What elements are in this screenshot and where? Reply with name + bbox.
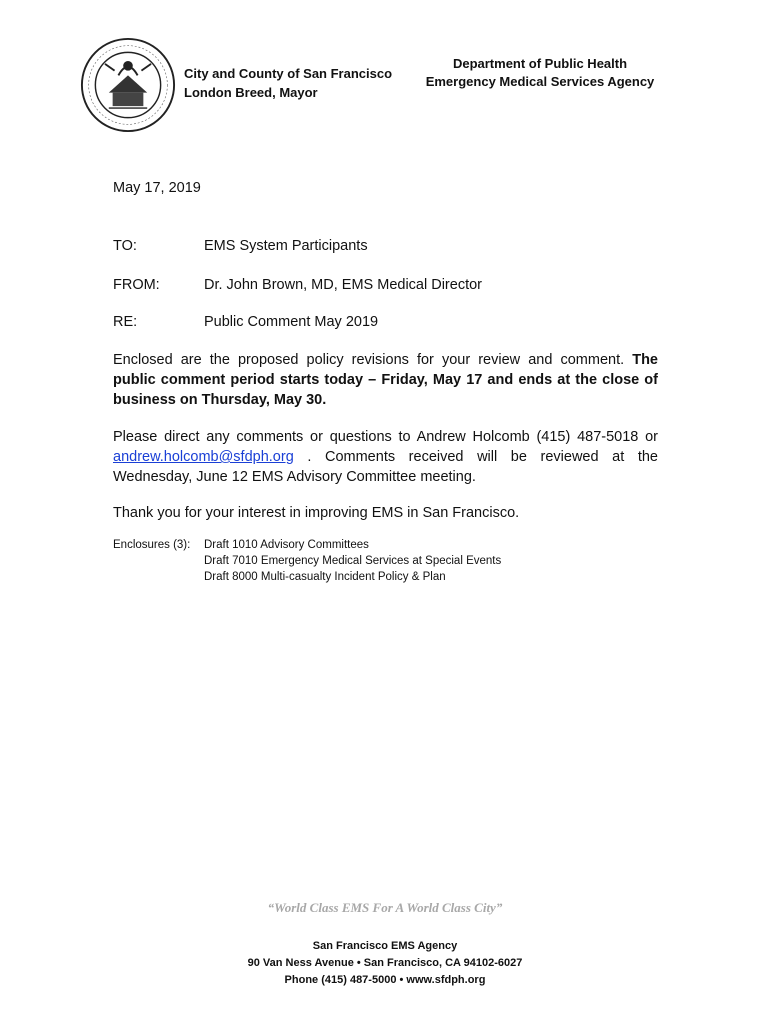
paragraph-review (113, 350, 658, 410)
enclosures-list (204, 537, 501, 585)
to-value: EMS System Participants (204, 238, 368, 254)
enclosure-item: Draft 1010 Advisory Committees (204, 539, 369, 551)
re-value: Public Comment May 2019 (204, 314, 379, 330)
enclosure-item: Draft 7010 Emergency Medical Services at Special Events (204, 555, 502, 567)
from-label: FROM: (113, 277, 160, 293)
mayor-name: London Breed, Mayor (184, 85, 318, 100)
motto: “World Class EMS For A World Class City” (267, 900, 503, 915)
email-link[interactable]: andrew.holcomb@sfdph.org (113, 449, 294, 465)
enclosures-label: Enclosures (3): (113, 539, 191, 551)
city-name: City and County of San Francisco (184, 66, 393, 81)
enclosure-item: Draft 8000 Multi-casualty Incident Policy & Plan (204, 571, 446, 583)
comment-period-text: The public comment period starts today – Friday, May 17 and ends at the close of business on Thursday, May 30. (113, 352, 658, 408)
footer (0, 938, 770, 989)
letter-date: May 17, 2019 (113, 180, 201, 196)
city-seal-icon (80, 37, 176, 133)
meeting-text: . Comments received will be reviewed at the Wednesday, June 12 EMS Advisory Committee meeting. (113, 449, 658, 485)
agency-name: Emergency Medical Services Agency (425, 74, 655, 89)
footer-agency: San Francisco EMS Agency (312, 940, 458, 952)
from-value: Dr. John Brown, MD, EMS Medical Director (204, 277, 482, 293)
footer-address: 90 Van Ness Avenue • San Francisco, CA 94102-6027 (247, 957, 523, 969)
letterhead-right (400, 55, 680, 91)
to-label: TO: (113, 238, 137, 254)
paragraph-thanks: Thank you for your interest in improving EMS in San Francisco. (113, 505, 520, 521)
letterhead-left (184, 64, 392, 102)
paragraph-review-text: Enclosed are the proposed policy revisions for your review and comment. (113, 352, 633, 368)
footer-contact: Phone (415) 487-5000 • www.sfdph.org (284, 974, 486, 986)
re-label: RE: (113, 314, 138, 330)
department-name: Department of Public Health (452, 56, 628, 71)
contact-text: Please direct any comments or questions to Andrew Holcomb (415) 487-5018 or (113, 429, 658, 445)
paragraph-contact (113, 427, 658, 487)
